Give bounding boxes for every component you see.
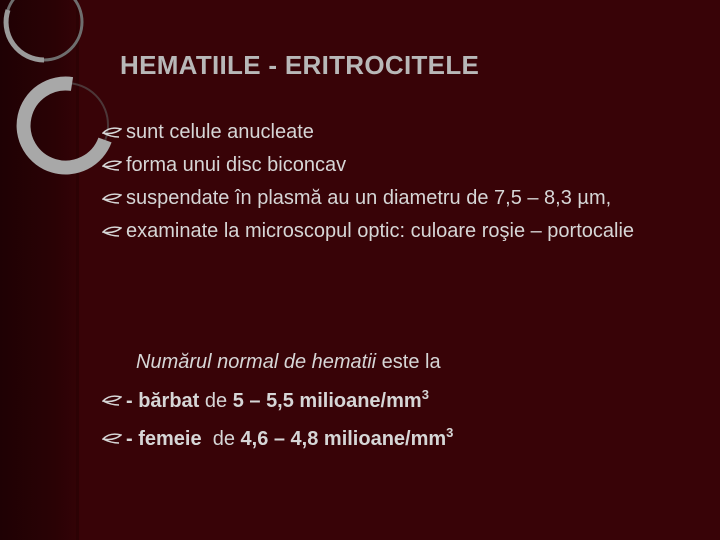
value-mid: de <box>201 428 241 450</box>
list-item <box>102 215 692 248</box>
bullet-text: examinate la microscopul optic: culoare roşie – portocalie <box>126 220 635 242</box>
bullet-text: sunt celule anucleate <box>126 121 314 143</box>
value-range: 5 – 5,5 milioane/mm <box>232 390 422 412</box>
leaf-bullet-icon <box>102 394 122 408</box>
value-subject: femeie <box>138 428 202 450</box>
list-item <box>102 149 692 182</box>
values-list <box>102 382 453 458</box>
ring-bottom <box>24 83 108 168</box>
normal-count-italic: Numărul normal de hematii <box>136 351 377 373</box>
value-prefix: - <box>126 390 139 412</box>
list-item <box>102 116 692 149</box>
value-exponent: 3 <box>446 425 454 440</box>
normal-count-line <box>136 346 441 379</box>
value-subject: bărbat <box>138 390 200 412</box>
leaf-bullet-icon <box>102 225 122 239</box>
leaf-bullet-icon <box>102 432 122 446</box>
bullet-text: suspendate în plasmă au un diametru de 7,5 – 8,3 µm, <box>126 187 612 209</box>
value-prefix: - <box>126 428 139 450</box>
ring-top <box>6 0 82 60</box>
list-item <box>102 182 692 215</box>
list-item <box>102 382 453 420</box>
bullet-list <box>102 116 692 248</box>
slide-title: HEMATIILE - ERITROCITELE <box>120 50 480 80</box>
leaf-bullet-icon <box>102 159 122 173</box>
leaf-bullet-icon <box>102 126 122 140</box>
value-mid: de <box>199 390 233 412</box>
leaf-bullet-icon <box>102 192 122 206</box>
value-exponent: 3 <box>421 387 429 402</box>
list-item <box>102 420 453 458</box>
normal-count-rest: este la <box>376 351 441 373</box>
value-range: 4,6 – 4,8 milioane/mm <box>240 428 447 450</box>
bullet-text: forma unui disc biconcav <box>126 154 347 176</box>
